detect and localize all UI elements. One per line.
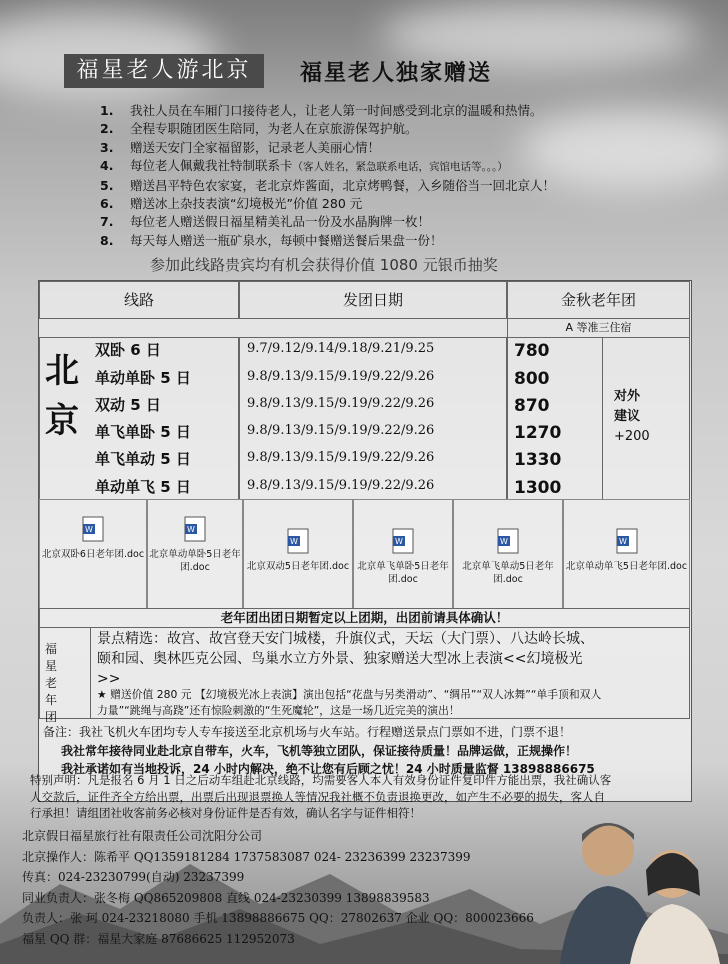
header-price: 金秋老年团 xyxy=(507,281,690,319)
departure-dates: 9.8/9.13/9.15/9.19/9.22/9.26 xyxy=(247,423,435,438)
route-price: 1300 xyxy=(514,478,562,498)
svg-text:W: W xyxy=(395,537,403,546)
company-name: 北京假日福星旅行社有限责任公司沈阳分公司 xyxy=(22,829,263,843)
gift-show: ★ 赠送价值 280 元 【幻境极光冰上表演】演出包括“花盘与另类滑动”、“绸吊”“双人冰舞”“单手顶和双人 力量”“跳绳与高跷”还有惊险刺激的“生死魔轮”，这是一场几近完美的演出！ xyxy=(97,688,602,717)
scenic-highlights: 景点精选：故宫、故宫登天安门城楼，升旗仪式，天坛（大门票）、八达岭长城、 颐和园、奥林匹克公园、鸟巢水立方外景、独家赠送大型冰上表演<<幻境极光 >> xyxy=(97,631,594,687)
perk-item: 7. 每位老人赠送假日福星精美礼品一份及水晶胸牌一枚！ xyxy=(100,214,431,230)
departure-dates: 9.8/9.13/9.15/9.19/9.22/9.26 xyxy=(247,478,435,493)
external-markup: 对外 建议 +200 xyxy=(614,389,650,444)
itinerary-table xyxy=(38,280,692,802)
doc-filename: 北京双卧6日老年团.doc xyxy=(41,549,145,560)
word-doc-icon xyxy=(287,528,309,554)
departure-dates: 9.8/9.13/9.15/9.19/9.22/9.26 xyxy=(247,450,435,465)
doc-filename: 北京单飞单动5日老年团.doc xyxy=(462,561,554,585)
city-char: 京 xyxy=(45,401,79,441)
couple-photo xyxy=(560,800,728,964)
route-name: 单飞单动 5 日 xyxy=(95,450,191,468)
doc-attachment[interactable] xyxy=(39,499,147,609)
complaint-promise: 我社承诺如有当地投诉，24 小时内解决，绝不让您有后顾之忧！24 小时质量监督 13898886675 xyxy=(61,762,595,776)
route-price: 870 xyxy=(514,396,550,416)
doc-attachment[interactable] xyxy=(243,499,353,609)
operator-contact: 北京操作人：陈希平 QQ1359181284 1737583087 024- 23236399 23237399 xyxy=(22,849,471,864)
departure-dates: 9.7/9.12/9.14/9.18/9.21/9.25 xyxy=(247,341,435,356)
perk-item: 2. 全程专职随团医生陪同，为老人在京旅游保驾护航。 xyxy=(100,121,418,137)
exclusive-gift-title: 福星老人独家赠送 xyxy=(300,61,493,86)
schedule-note: 老年团出团日期暂定以上团期，出团前请具体确认！ xyxy=(39,608,690,628)
remark: 备注：我社飞机火车团均专人专车接送至北京机场与火车站。行程赠送景点门票如不进，门票不退！ xyxy=(43,725,572,739)
perks-list xyxy=(100,102,555,250)
price-column xyxy=(507,337,603,500)
doc-filename: 北京单飞单卧5日老年团.doc xyxy=(357,561,449,585)
special-notice: 特别声明：凡是报名 6 月 1 日之后动车组赴北京线路，均需要客人本人有效身份证件复印件方能出票，我社确认客 人交款后，证件齐全方给出票，出票后出现退票换人等情况我社概不负责退换更改，如产生不必要的损失，客人自 行承担！请组团社收客前务必核对身份证件是否有效，确认名字与证件相符！ xyxy=(30,773,612,820)
city-char: 北 xyxy=(45,351,79,391)
route-name: 单动单卧 5 日 xyxy=(95,369,191,387)
word-doc-icon xyxy=(616,528,638,554)
perk-item: 1. 我社人员在车厢门口接待老人，让老人第一时间感受到北京的温暖和热情。 xyxy=(100,103,543,118)
perk-item: 8. 每天每人赠送一瓶矿泉水，每顿中餐赠送餐后果盘一份！ xyxy=(100,232,443,248)
svg-text:W: W xyxy=(85,525,93,534)
doc-filename: 北京单动单飞5日老年团.doc xyxy=(565,561,688,572)
perk-item: 5. 赠送昌平特色农家宴，老北京炸酱面，北京烤鸭餐，入乡随俗当一回北京人！ xyxy=(100,177,556,193)
doc-filename: 北京单动单卧5日老年团.doc xyxy=(149,549,241,573)
perk-item: 3. 赠送天安门全家福留影，记录老人美丽心情！ xyxy=(100,139,381,155)
side-label: 福星老年团 xyxy=(45,642,58,724)
route-name: 单动单飞 5 日 xyxy=(95,478,191,496)
route-price: 1270 xyxy=(514,423,562,443)
doc-attachment[interactable] xyxy=(147,499,243,609)
route-name: 双卧 6 日 xyxy=(95,341,161,359)
lottery-notice: 参加此线路贵宾均有机会获得价值 1080 元银币抽奖 xyxy=(150,256,498,274)
route-price: 1330 xyxy=(514,450,562,470)
contact-footer xyxy=(22,826,534,949)
word-doc-icon xyxy=(184,516,206,542)
fax-contact: 传真：024-23230799(自动) 23237399 xyxy=(22,870,245,884)
svg-text:W: W xyxy=(290,537,298,546)
svg-text:W: W xyxy=(187,525,195,534)
word-doc-icon xyxy=(392,528,414,554)
doc-attachment[interactable] xyxy=(563,499,690,609)
perk-item: 6. 赠送冰上杂技表演“幻境极光”价值 280 元 xyxy=(100,196,363,212)
brand-title: 福星老人游北京 xyxy=(64,54,264,88)
header-route: 线路 xyxy=(39,281,239,319)
manager-contact: 负责人：张 珂 024-23218080 手机 13898886675 QQ：27802637 企业 QQ：800023666 xyxy=(22,911,534,925)
route-name: 双动 5 日 xyxy=(95,396,161,414)
header-date: 发团日期 xyxy=(239,281,507,319)
quality-promise: 我社常年接待同业赴北京自带车，火车，飞机等独立团队，保证接待质量！品牌运做，正规操作！ xyxy=(61,744,578,758)
trade-manager-contact: 同业负责人：张冬梅 QQ865209808 直线 024-23230399 13898839583 xyxy=(22,890,430,905)
svg-text:W: W xyxy=(618,537,627,546)
svg-text:W: W xyxy=(500,537,508,546)
date-column xyxy=(239,337,507,500)
route-price: 780 xyxy=(514,341,550,361)
word-doc-icon xyxy=(82,516,104,542)
perk-item: 4. 每位老人佩戴我社特制联系卡（客人姓名，紧急联系电话，宾馆电话等。。。） xyxy=(100,158,508,174)
route-name: 单飞单卧 5 日 xyxy=(95,423,191,441)
qq-group: 福星 QQ 群：福星大家庭 87686625 112952073 xyxy=(22,931,295,946)
word-doc-icon xyxy=(497,528,519,554)
departure-dates: 9.8/9.13/9.15/9.19/9.22/9.26 xyxy=(247,369,435,384)
doc-attachment[interactable] xyxy=(353,499,453,609)
price-subheader: A 等准三住宿 xyxy=(507,318,690,338)
departure-dates: 9.8/9.13/9.15/9.19/9.22/9.26 xyxy=(247,396,435,411)
doc-attachment[interactable] xyxy=(453,499,563,609)
doc-filename: 北京双动5日老年团.doc xyxy=(246,561,350,572)
route-price: 800 xyxy=(514,369,550,389)
